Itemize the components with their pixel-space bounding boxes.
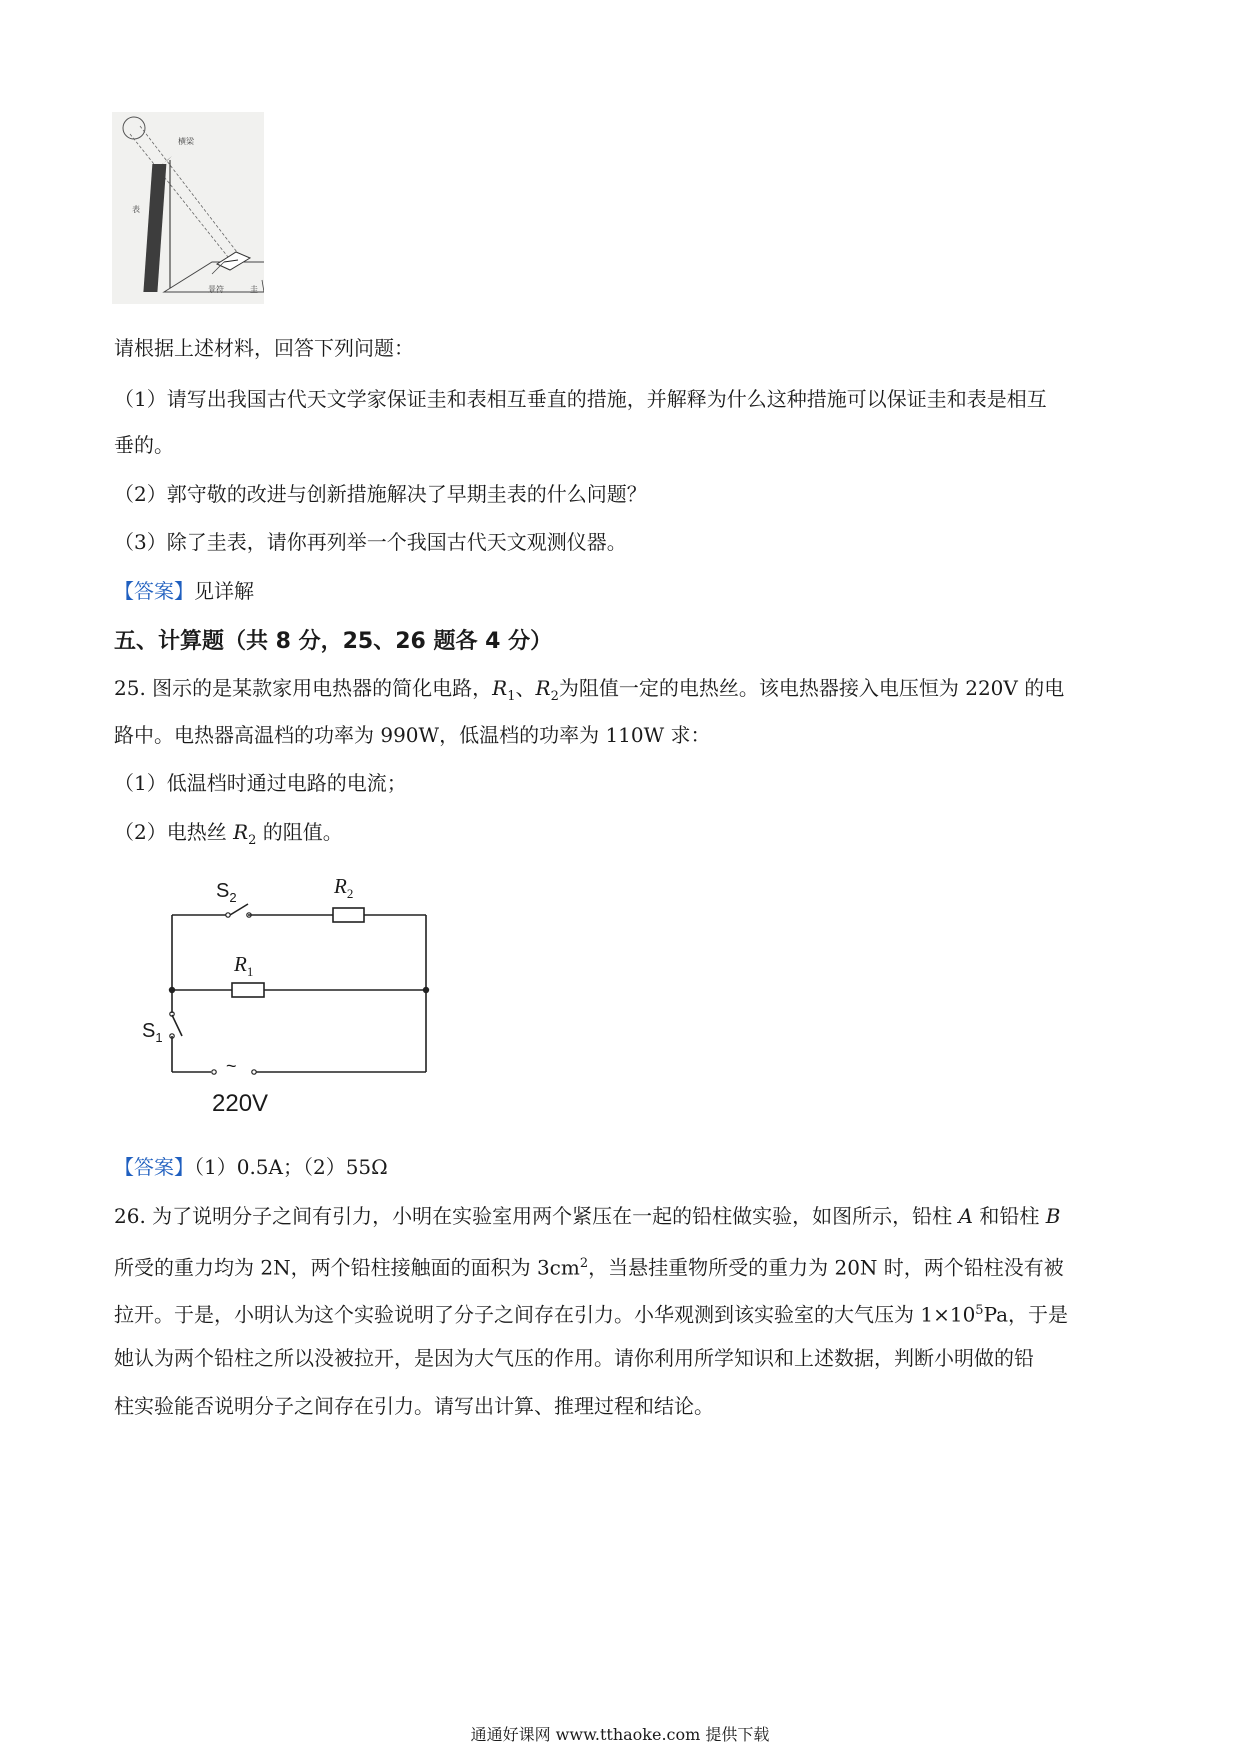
circuit-diagram: [130, 870, 460, 1130]
ac-symbol: ~: [226, 1056, 237, 1076]
q25-part1: （1）低温档时通过电路的电流；: [114, 771, 407, 795]
r2-symbol-part2: R: [233, 820, 249, 844]
circuit-svg: [130, 870, 460, 1130]
label-crossbar: 横梁: [178, 137, 194, 146]
s1-label: $S_1$: [142, 1020, 163, 1045]
q25-line1-a: 图示的是某款家用电热器的简化电路，: [152, 676, 493, 700]
q24-part2: （2）郭守敬的改进与创新措施解决了早期圭表的什么问题？: [114, 482, 647, 506]
q24-part3: （3）除了圭表，请你再列举一个我国古代天文观测仪器。: [114, 530, 627, 554]
label-gnomon: 表: [132, 205, 140, 214]
q25-line1-b: 为阻值一定的电热丝。该电热器接入电压恒为 220V 的电: [558, 676, 1065, 700]
q24-part1-line1: （1）请写出我国古代天文学家保证圭和表相互垂直的措施，并解释为什么这种措施可以保证圭和表是相互: [114, 387, 1047, 411]
gnomon-figure: [112, 112, 264, 304]
answer-text: 见详解: [194, 579, 254, 603]
q25-number: 25.: [114, 676, 146, 700]
section-title: 五、计算题（共 8 分，25、26 题各 4 分）: [114, 629, 553, 654]
q25-answer: [114, 1153, 388, 1181]
q25-part2-b: 的阻值。: [256, 820, 343, 844]
s2-label: $S_2$: [216, 880, 237, 905]
q25-line2: 路中。电热器高温档的功率为 990W，低温档的功率为 110W 求：: [114, 723, 711, 747]
voltage-label: 220V: [212, 1090, 269, 1117]
gnomon-diagram: [112, 112, 264, 304]
answer-tag: 【答案】: [114, 579, 194, 603]
q24-answer: [114, 577, 254, 605]
label-shadow-definer: 景符: [208, 285, 224, 294]
prompt-text: 请根据上述材料，回答下列问题：: [114, 336, 414, 360]
q26-line4: 她认为两个铅柱之所以没被拉开，是因为大气压的作用。请你利用所学知识和上述数据，判断小明做的铅: [114, 1346, 1034, 1370]
separator: 、: [515, 676, 536, 700]
r2-symbol: R: [535, 676, 551, 700]
q26-line3: 拉开。于是，小明认为这个实验说明了分子之间存在引力。小华观测到该实验室的大气压为 $1\times 10^5Pa$，于是: [114, 1302, 1069, 1327]
r2-subscript: 2: [550, 689, 559, 704]
r1-label: $R_1$: [234, 952, 254, 980]
lead-b: B: [1045, 1204, 1061, 1228]
q25-part2: [114, 818, 343, 855]
r1-subscript: 1: [507, 689, 516, 704]
r2-subscript-part2: 2: [248, 833, 257, 848]
q24-part1-line2: 垂的。: [114, 433, 174, 457]
q26-line5: 柱实验能否说明分子之间存在引力。请写出计算、推理过程和结论。: [114, 1394, 714, 1418]
r1-symbol: R: [492, 676, 508, 700]
footer-text: 通通好课网 www.tthaoke.com 提供下载: [470, 1725, 770, 1744]
answer-text-q25: （1）0.5A；（2）55Ω: [194, 1155, 388, 1179]
answer-tag-q25: 【答案】: [114, 1155, 194, 1179]
label-gui: 圭: [250, 285, 258, 294]
r2-label: $R_2$: [334, 874, 354, 902]
q25-part2-a: （2）电热丝: [114, 820, 234, 844]
q26-line1: 26. 为了说明分子之间有引力，小明在实验室用两个紧压在一起的铅柱做实验，如图所示，铅柱 A 和铅柱 B: [114, 1204, 1061, 1228]
q25-line1: [114, 674, 1064, 711]
lead-a: A: [958, 1204, 973, 1228]
q26-line2: 所受的重力均为 2N，两个铅柱接触面的面积为 $3cm^2$，当悬挂重物所受的重力为 20N 时，两个铅柱没有被: [114, 1255, 1064, 1280]
